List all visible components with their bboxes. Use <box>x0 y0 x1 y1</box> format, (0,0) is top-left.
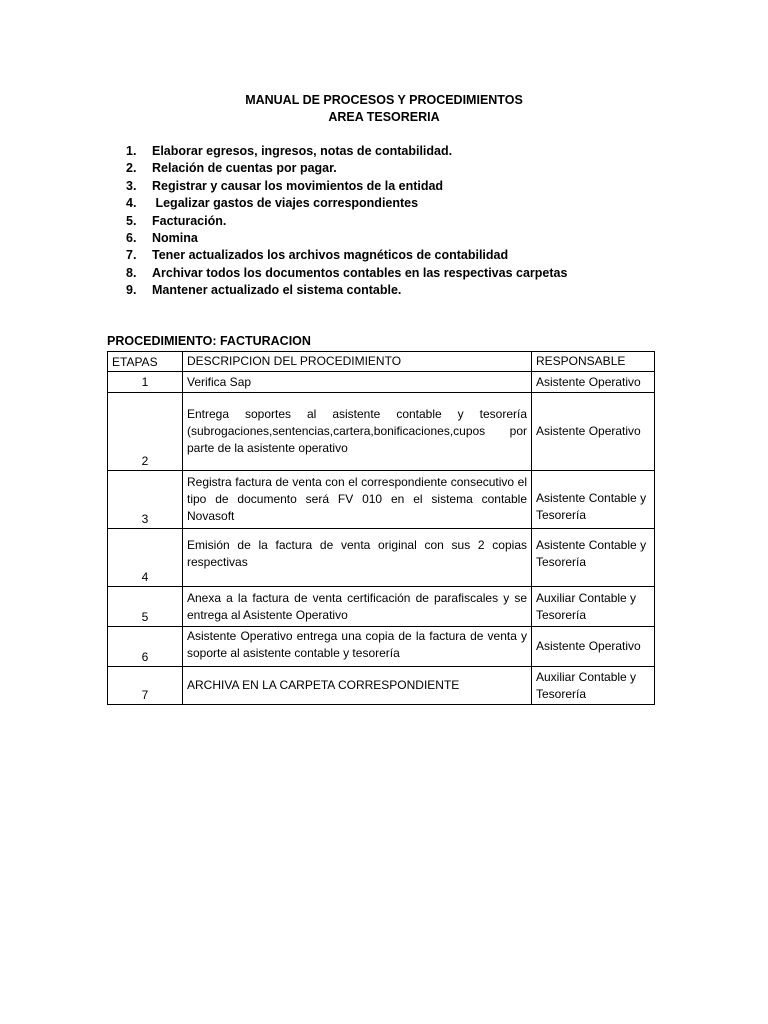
description-cell: Entrega soportes al asistente contable y tesorería (subrogaciones,sentencias,cartera,bonificaciones,cupos por parte de la asistente operativo <box>183 393 532 471</box>
description-cell: Asistente Operativo entrega una copia de la factura de venta y soporte al asistente contable y tesorería <box>183 627 532 667</box>
responsible-cell: Auxiliar Contable y Tesorería <box>532 667 655 705</box>
responsible-cell: Asistente Operativo <box>532 372 655 393</box>
etapa-cell: 6 <box>108 627 183 667</box>
list-text: Mantener actualizado el sistema contable. <box>152 283 402 298</box>
document-title: MANUAL DE PROCESOS Y PROCEDIMIENTOS <box>245 93 523 107</box>
list-number: 7. <box>126 248 137 263</box>
list-text: Relación de cuentas por pagar. <box>152 161 337 176</box>
etapa-cell: 3 <box>108 471 183 529</box>
etapa-cell: 4 <box>108 529 183 587</box>
table-row <box>108 529 655 587</box>
list-text: Archivar todos los documentos contables en las respectivas carpetas <box>152 265 568 280</box>
table-row <box>108 372 655 393</box>
list-number: 3. <box>126 178 137 193</box>
header-etapas: ETAPAS <box>108 352 183 372</box>
etapa-cell: 2 <box>108 393 183 471</box>
table-header-row <box>108 352 655 372</box>
table-row <box>108 393 655 471</box>
table-row <box>108 627 655 667</box>
table-row <box>108 667 655 705</box>
list-text: Registrar y causar los movimientos de la entidad <box>152 178 444 193</box>
responsible-cell: Asistente Operativo <box>532 627 655 667</box>
etapa-cell: 5 <box>108 587 183 627</box>
list-text: Nomina <box>152 230 198 245</box>
procedure-title: PROCEDIMIENTO: FACTURACION <box>107 334 311 348</box>
list-number: 1. <box>126 144 137 158</box>
list-number: 4. <box>126 196 137 211</box>
responsible-cell: Asistente Operativo <box>532 393 655 471</box>
list-item <box>126 282 567 299</box>
responsible-cell: Auxiliar Contable y Tesorería <box>532 587 655 627</box>
etapa-cell: 7 <box>108 667 183 705</box>
header-responsable: RESPONSABLE <box>532 352 655 372</box>
list-item <box>126 195 567 212</box>
list-item <box>126 265 567 282</box>
etapa-cell: 1 <box>108 372 183 393</box>
description-cell: ARCHIVA EN LA CARPETA CORRESPONDIENTE <box>183 667 532 705</box>
description-cell: Verifica Sap <box>183 372 532 393</box>
list-number: 9. <box>126 283 137 298</box>
list-item <box>126 160 567 177</box>
procedure-table <box>107 351 655 705</box>
list-number: 6. <box>126 230 137 245</box>
list-text: Facturación. <box>152 213 227 228</box>
list-number: 2. <box>126 161 137 176</box>
list-item <box>126 178 567 195</box>
table-row <box>108 587 655 627</box>
table-row <box>108 471 655 529</box>
description-cell: Registra factura de venta con el correspondiente consecutivo el tipo de documento será FV 010 en el sistema contable Novasoft <box>183 471 532 529</box>
list-text: Elaborar egresos, ingresos, notas de contabilidad. <box>152 144 453 158</box>
list-text: Legalizar gastos de viajes correspondientes <box>152 196 419 211</box>
list-number: 5. <box>126 213 137 228</box>
description-cell: Anexa a la factura de venta certificación de parafiscales y se entrega al Asistente Operativo <box>183 587 532 627</box>
header-descripcion: DESCRIPCION DEL PROCEDIMIENTO <box>183 352 532 372</box>
document-subtitle: AREA TESORERIA <box>328 110 440 124</box>
list-item <box>126 143 567 160</box>
list-item <box>126 213 567 230</box>
list-number: 8. <box>126 265 137 280</box>
task-list <box>126 143 567 300</box>
responsible-cell: Asistente Contable y Tesorería <box>532 471 655 529</box>
list-item <box>126 230 567 247</box>
description-cell: Emisión de la factura de venta original con sus 2 copias respectivas <box>183 529 532 587</box>
responsible-cell: Asistente Contable y Tesorería <box>532 529 655 587</box>
list-item <box>126 247 567 264</box>
list-text: Tener actualizados los archivos magnéticos de contabilidad <box>152 248 509 263</box>
